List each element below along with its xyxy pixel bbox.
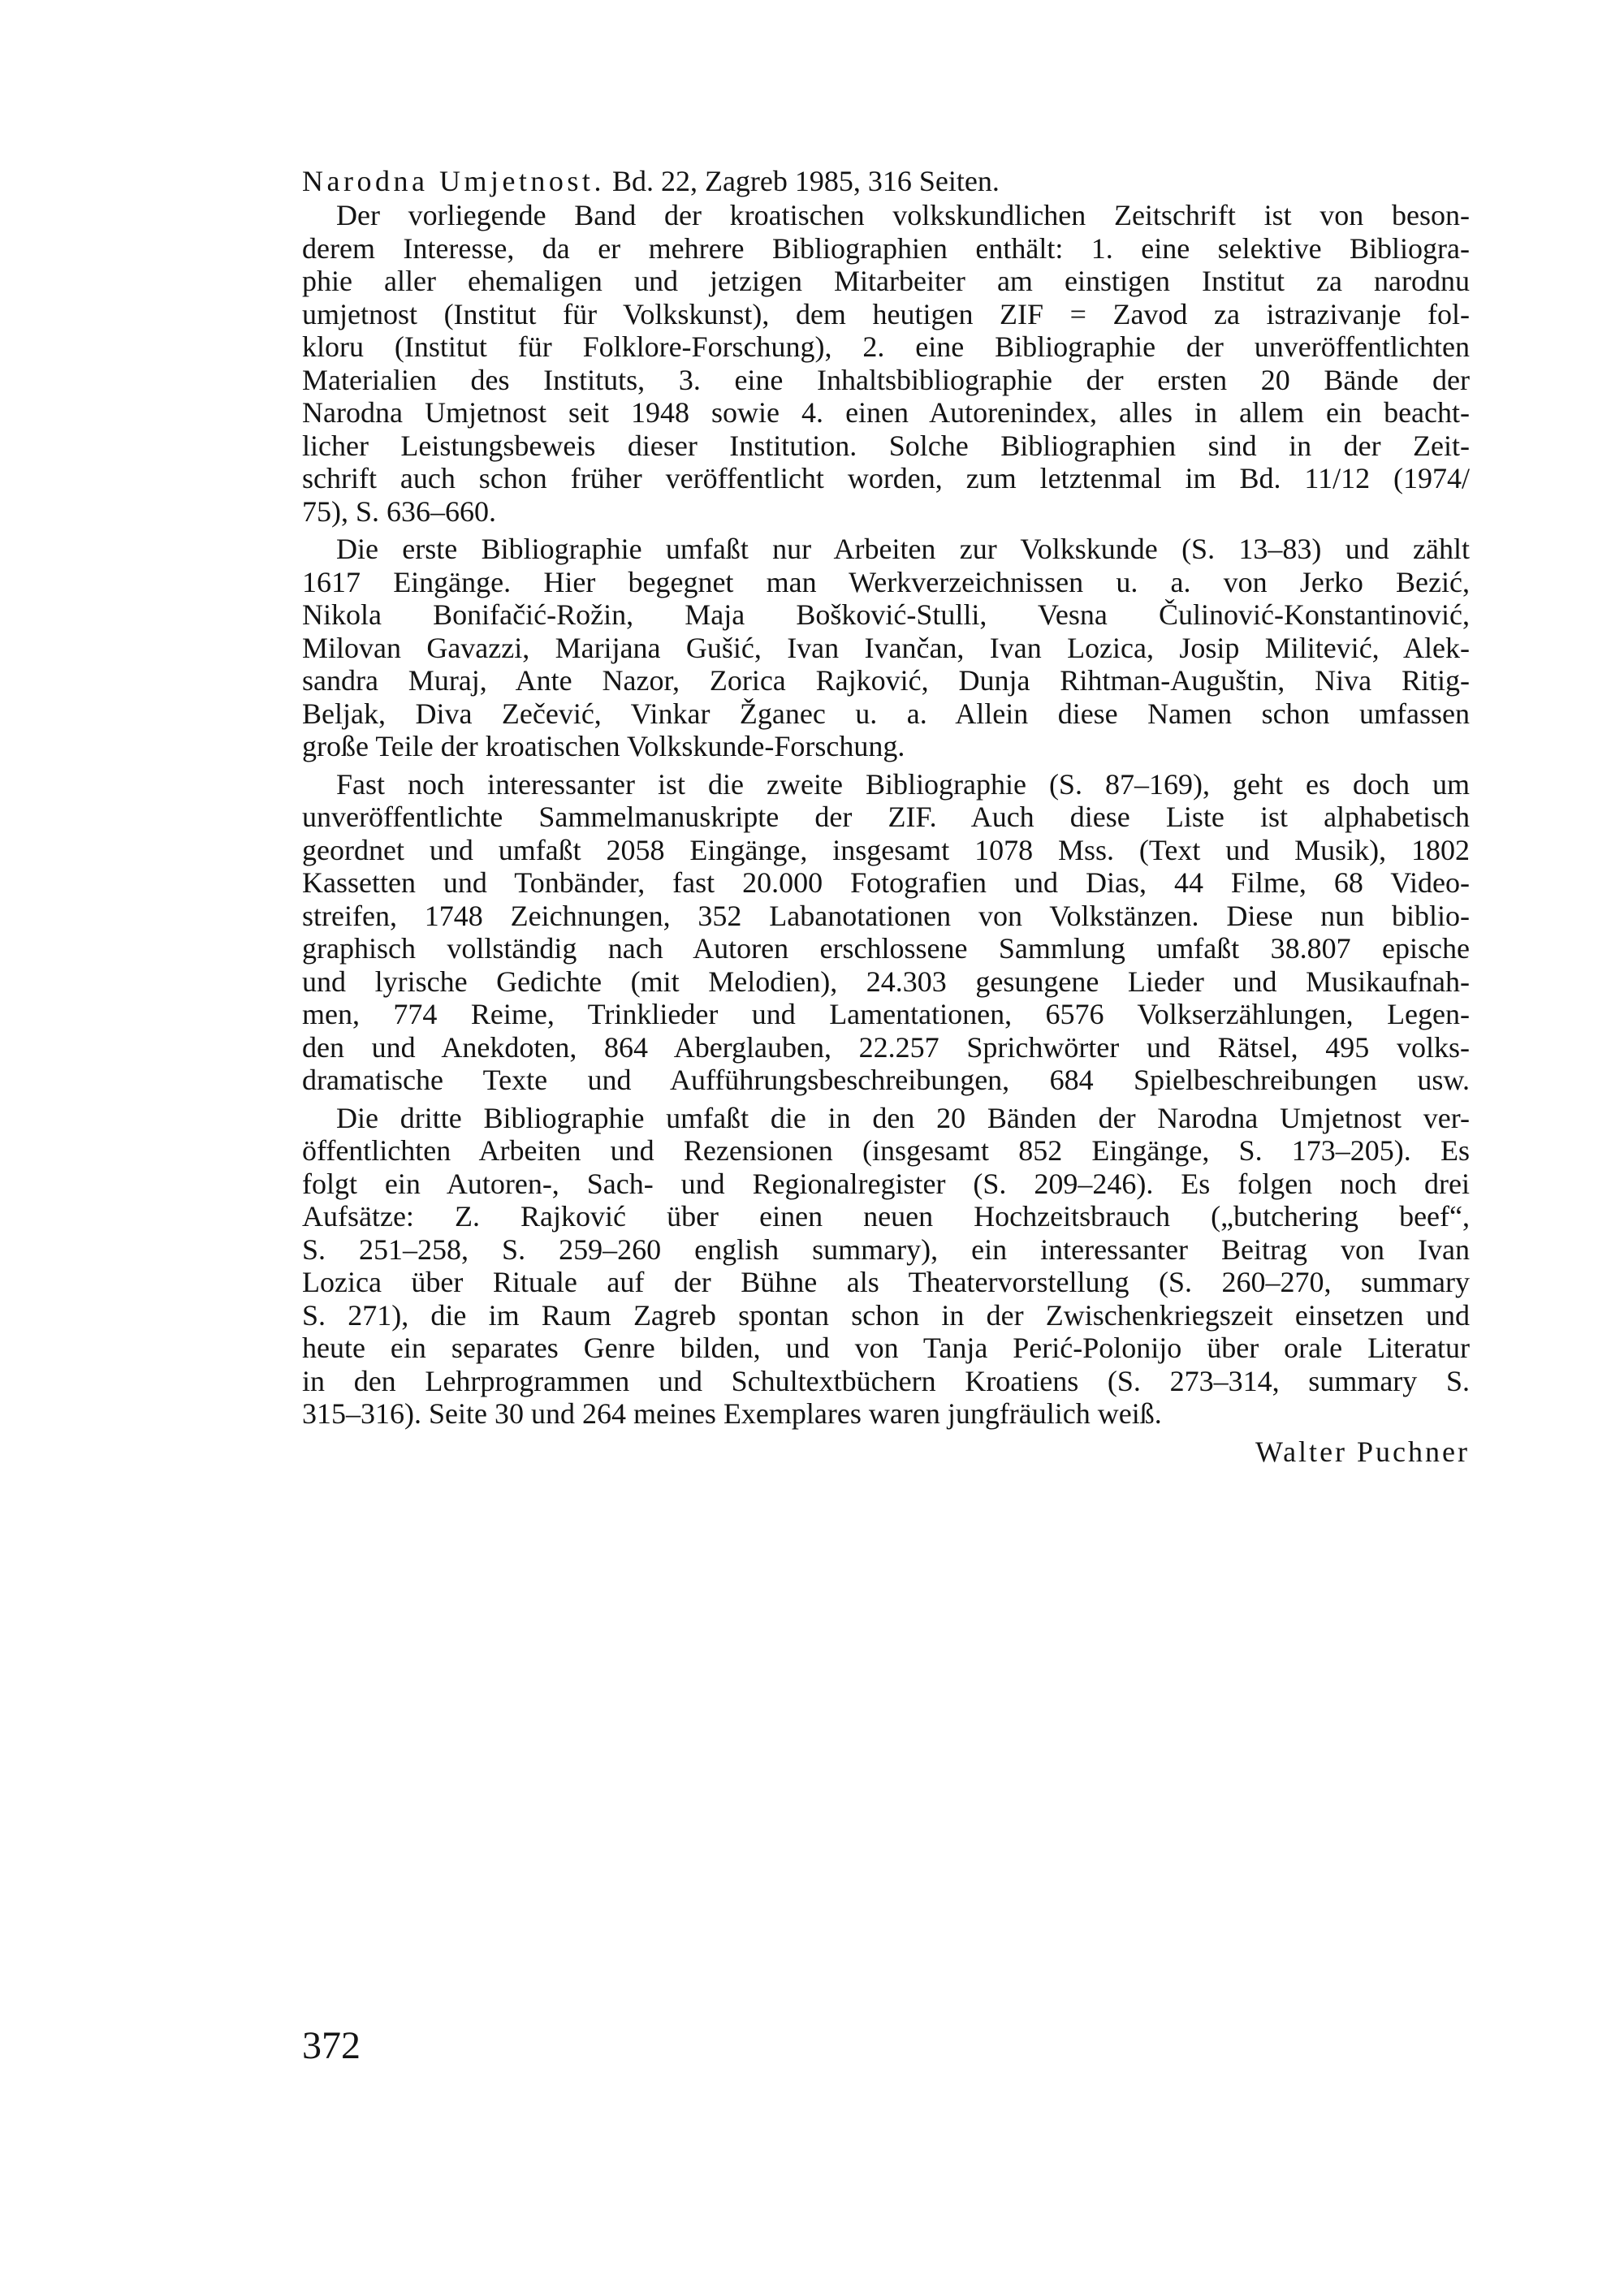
review-page	[302, 165, 1470, 1468]
text-line: den und Anekdoten, 864 Aberglauben, 22.257 Sprichwörter und Rätsel, 495 volks-	[302, 1030, 1470, 1064]
journal-title: Narodna Umjetnost.	[302, 165, 605, 197]
text-line: streifen, 1748 Zeichnungen, 352 Labanotationen von Volkstänzen. Diese nun biblio-	[302, 899, 1470, 932]
paragraph-first-bibliography	[302, 533, 1470, 763]
text-line: S. 251–258, S. 259–260 english summary), ein interessanter Beitrag von Ivan	[302, 1232, 1470, 1266]
text-line: Der vorliegende Band der kroatischen volkskundlichen Zeitschrift ist von beson-	[336, 199, 1470, 231]
paragraph-overview	[302, 199, 1470, 528]
text-line: derem Interesse, da er mehrere Bibliographien enthält: 1. eine selektive Bibliogra-	[302, 231, 1470, 265]
text-line: unveröffentlichte Sammelmanuskripte der ZIF. Auch diese Liste ist alphabetisch	[302, 801, 1470, 833]
text-line: Die erste Bibliographie umfaßt nur Arbeiten zur Volkskunde (S. 13–83) und zählt	[336, 533, 1470, 565]
text-line: umjetnost (Institut für Volkskunst), dem heutigen ZIF = Zavod za istrazivanje fol-	[302, 297, 1470, 330]
page-number: 372	[302, 2024, 361, 2067]
journal-details: Bd. 22, Zagreb 1985, 316 Seiten.	[604, 165, 1000, 197]
text-line: Lozica über Rituale auf der Bühne als Theatervorstellung (S. 260–270, summary	[302, 1266, 1470, 1298]
text-line: S. 271), die im Raum Zagreb spontan schon in der Zwischenkriegszeit einsetzen und	[302, 1298, 1470, 1332]
text-line: öffentlichten Arbeiten und Rezensionen (insgesamt 852 Eingänge, S. 173–205). Es	[302, 1134, 1470, 1167]
text-line: graphisch vollständig nach Autoren erschlossene Sammlung umfaßt 38.807 epische	[302, 932, 1470, 965]
text-line: 1617 Eingänge. Hier begegnet man Werkverzeichnissen u. a. von Jerko Bezić,	[302, 565, 1470, 598]
text-line: Fast noch interessanter ist die zweite Bibliographie (S. 87–169), geht es doch um	[336, 767, 1470, 801]
text-line: heute ein separates Genre bilden, und von Tanja Perić-Polonijo über orale Literatur	[302, 1332, 1470, 1364]
text-line: Milovan Gavazzi, Marijana Gušić, Ivan Ivančan, Ivan Lozica, Josip Militević, Alek-	[302, 631, 1470, 664]
author-signature: Walter Puchner	[1255, 1435, 1470, 1468]
text-line: schrift auch schon früher veröffentlicht worden, zum letztenmal im Bd. 11/12 (1974/	[302, 462, 1470, 494]
text-line: licher Leistungsbeweis dieser Institution. Solche Bibliographien sind in der Zeit-	[302, 429, 1470, 462]
text-line: und lyrische Gedichte (mit Melodien), 24.303 gesungene Lieder und Musikaufnah-	[302, 965, 1470, 998]
paragraph-third-bibliography	[302, 1102, 1470, 1431]
text-line: sandra Muraj, Ante Nazor, Zorica Rajković, Dunja Rihtman-Auguštin, Niva Ritig-	[302, 664, 1470, 697]
text-line: folgt ein Autoren-, Sach- und Regionalregister (S. 209–246). Es folgen noch drei	[302, 1167, 1470, 1200]
text-line: Nikola Bonifačić-Rožin, Maja Bošković-Stulli, Vesna Čulinović-Konstantinović,	[302, 598, 1470, 631]
paragraph-second-bibliography	[302, 768, 1470, 1097]
text-line: geordnet und umfaßt 2058 Eingänge, insgesamt 1078 Mss. (Text und Musik), 1802	[302, 833, 1470, 866]
text-line: men, 774 Reime, Trinklieder und Lamentationen, 6576 Volkserzählungen, Legen-	[302, 998, 1470, 1030]
text-line: phie aller ehemaligen und jetzigen Mitarbeiter am einstigen Institut za narodnu	[302, 265, 1470, 297]
text-line: 75), S. 636–660.	[302, 494, 497, 528]
review-heading	[302, 165, 1470, 197]
text-line: Die dritte Bibliographie umfaßt die in den 20 Bänden der Narodna Umjetnost ver-	[336, 1101, 1470, 1134]
text-line: Kassetten und Tonbänder, fast 20.000 Fotografien und Dias, 44 Filme, 68 Video-	[302, 866, 1470, 899]
text-line: Narodna Umjetnost seit 1948 sowie 4. einen Autorenindex, alles in allem ein beacht-	[302, 396, 1470, 429]
text-line: kloru (Institut für Folklore-Forschung), 2. eine Bibliographie der unveröffentlichten	[302, 330, 1470, 363]
text-line: in den Lehrprogrammen und Schultextbüchern Kroatiens (S. 273–314, summary S.	[302, 1364, 1470, 1397]
text-line: dramatische Texte und Aufführungsbeschreibungen, 684 Spielbeschreibungen usw.	[302, 1064, 1470, 1096]
text-line: Aufsätze: Z. Rajković über einen neuen Hochzeitsbrauch („butchering beef“,	[302, 1200, 1470, 1232]
text-line: Materialien des Instituts, 3. eine Inhaltsbibliographie der ersten 20 Bände der	[302, 363, 1470, 396]
text-line: Beljak, Diva Zečević, Vinkar Žganec u. a. Allein diese Namen schon umfassen	[302, 697, 1470, 730]
text-line: große Teile der kroatischen Volkskunde-Forschung.	[302, 730, 905, 762]
text-line: 315–316). Seite 30 und 264 meines Exemplares waren jungfräulich weiß.	[302, 1397, 1162, 1430]
